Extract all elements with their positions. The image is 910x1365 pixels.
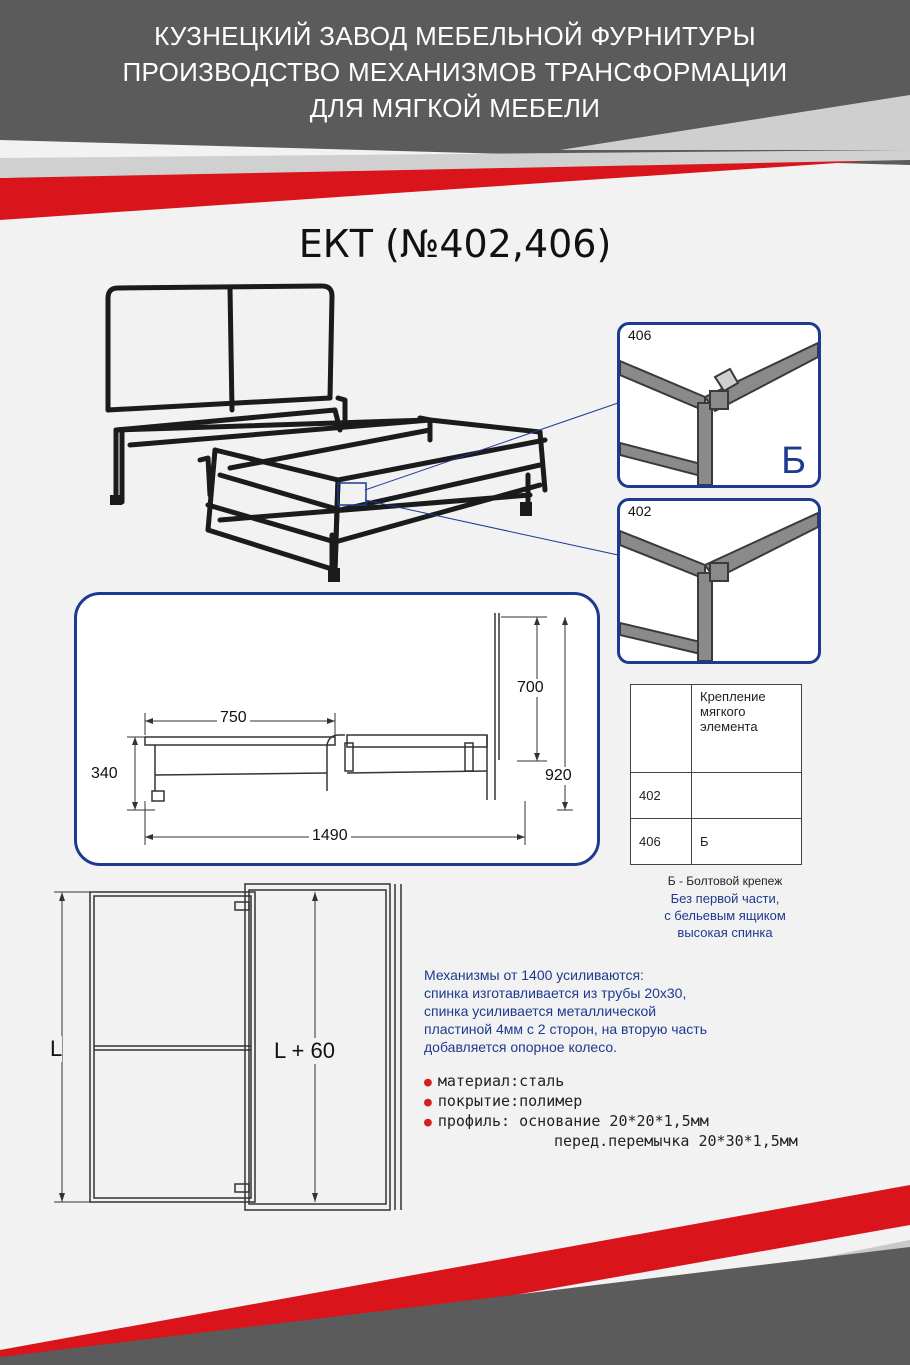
table-cell-model: 406 (631, 819, 692, 865)
dim-seat-depth: 750 (217, 709, 250, 727)
detail-inset-406 (617, 322, 821, 488)
dim-back-height: 700 (517, 679, 544, 696)
corner-joint-402-drawing (620, 501, 818, 661)
dim-total-height: 920 (545, 767, 572, 784)
note-line: Механизмы от 1400 усиливаются: (424, 967, 644, 983)
property-profile-continued: перед.перемычка 20*30*1,5мм (554, 1132, 798, 1150)
reinforcement-notes (424, 966, 844, 1056)
bullet-icon: ● (424, 1095, 432, 1110)
note-line: пластиной 4мм с 2 сторон, на вторую часть (424, 1021, 707, 1037)
plan-label-l: L (50, 1036, 63, 1061)
legend-line: с бельевым ящиком (664, 908, 786, 923)
header-line-1: КУЗНЕЦКИЙ ЗАВОД МЕБЕЛЬНОЙ ФУРНИТУРЫ (154, 21, 756, 51)
header-title (0, 18, 910, 126)
plan-view-drawing (40, 880, 420, 1220)
bullet-icon: ● (424, 1075, 432, 1090)
inset-label: 406 (628, 327, 652, 343)
legend (610, 873, 840, 941)
dim-total-length: 1490 (309, 827, 351, 845)
table-cell-value: Б (692, 819, 802, 865)
note-line: спинка изготавливается из трубы 20х30, (424, 985, 687, 1001)
model-title: ЕКТ (№402,406) (298, 222, 612, 266)
fixing-table (630, 684, 802, 865)
header-line-2: ПРОИЗВОДСТВО МЕХАНИЗМОВ ТРАНСФОРМАЦИИ (122, 57, 788, 87)
bullet-icon: ● (424, 1115, 432, 1130)
table-cell-value (692, 773, 802, 819)
note-line: спинка усиливается металлической (424, 1003, 657, 1019)
property-profile: ● профиль: основание 20*20*1,5мм (424, 1112, 709, 1130)
table-header: Крепление мягкого элемента (692, 685, 802, 773)
inset-label: 402 (628, 503, 652, 519)
callout-lines (360, 395, 620, 585)
table-cell-model: 402 (631, 773, 692, 819)
header-line-3: ДЛЯ МЯГКОЙ МЕБЕЛИ (309, 93, 601, 123)
plan-label-l-plus-60: L + 60 (274, 1038, 335, 1063)
legend-line: Без первой части, (670, 891, 780, 906)
side-view-dimensions (74, 592, 600, 866)
table-row (631, 819, 802, 865)
material-properties (424, 1072, 894, 1151)
footer-band (0, 1185, 910, 1365)
side-view-drawing (77, 595, 597, 863)
legend-line: высокая спинка (677, 925, 773, 940)
legend-bolt-fixing: Б - Болтовой крепеж (667, 874, 783, 888)
note-line: добавляется опорное колесо. (424, 1039, 618, 1055)
bolt-fixing-letter: Б (781, 440, 806, 482)
detail-inset-402 (617, 498, 821, 664)
property-material: ● материал:сталь (424, 1072, 565, 1090)
dim-seat-height: 340 (91, 765, 118, 782)
table-row (631, 773, 802, 819)
property-coating: ● покрытие:полимер (424, 1092, 583, 1110)
